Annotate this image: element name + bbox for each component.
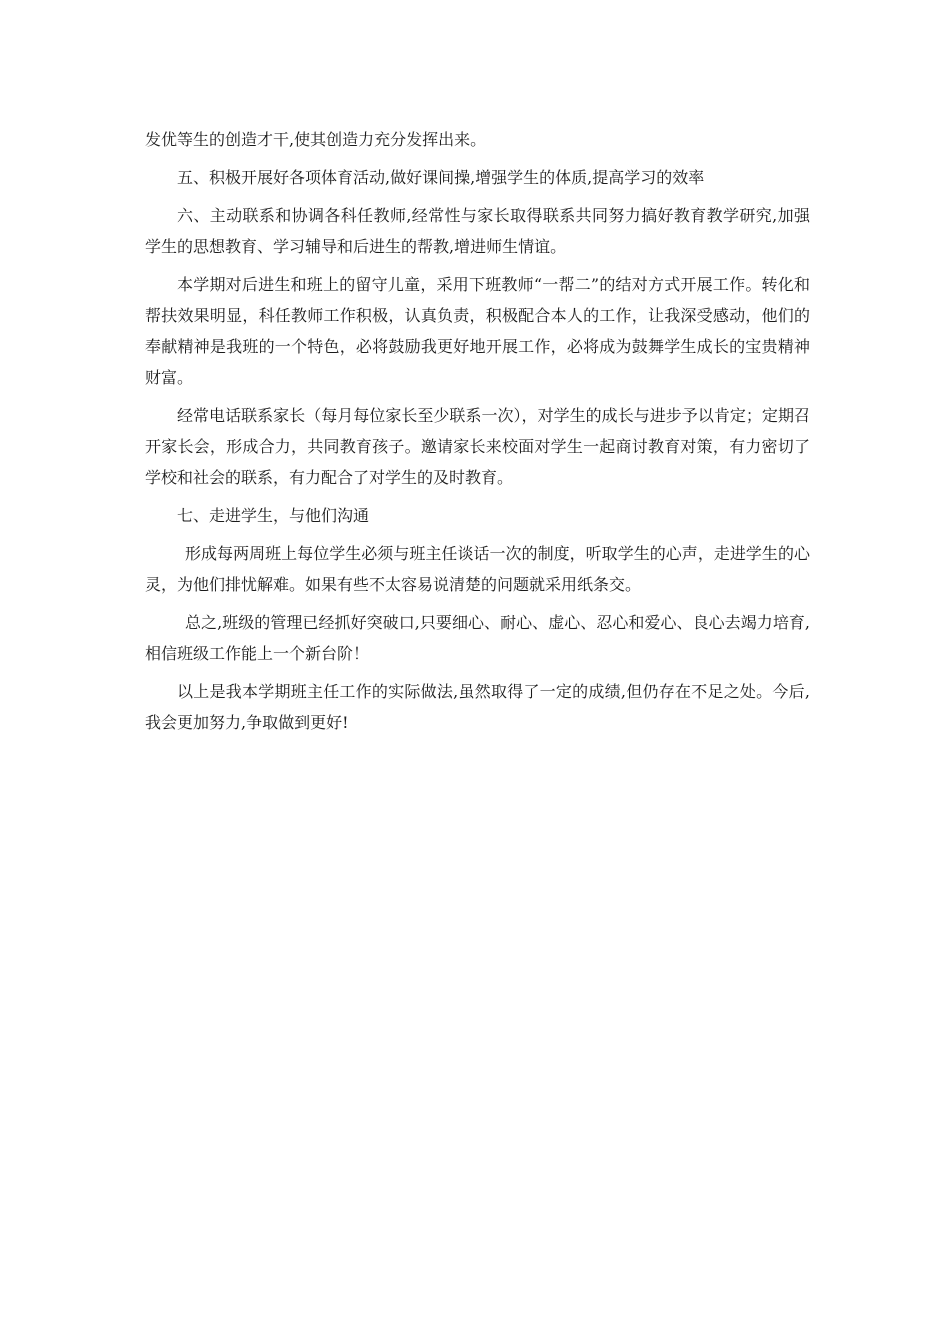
document-body [145, 124, 810, 745]
paragraph-summary: 总之,班级的管理已经抓好突破口,只要细心、耐心、虚心、忍心和爱心、良心去竭力培育,相信班级工作能上一个新台阶！ [145, 613, 810, 663]
paragraph-talk-system: 形成每两周班上每位学生必须与班主任谈话一次的制度，听取学生的心声，走进学生的心灵，为他们排忧解难。如果有些不太容易说清楚的问题就采用纸条交。 [145, 544, 810, 594]
paragraph-left-behind-children: 本学期对后进生和班上的留守儿童，采用下班教师“一帮二”的结对方式开展工作。转化和帮扶效果明显，科任教师工作积极，认真负责，积极配合本人的工作，让我深受感动，他们的奉献精神是我班的一个特色，必将鼓励我更好地开展工作，必将成为鼓舞学生成长的宝贵精神财富。 [145, 275, 810, 387]
paragraph-item-six: 六、主动联系和协调各科任教师,经常性与家长取得联系共同努力搞好教育教学研究,加强学生的思想教育、学习辅导和后进生的帮教,增进师生情谊。 [145, 206, 810, 256]
paragraph-item-seven: 七、走进学生，与他们沟通 [177, 506, 370, 525]
paragraph-item-five: 五、积极开展好各项体育活动,做好课间操,增强学生的体质,提高学习的效率 [177, 168, 705, 187]
paragraph-parent-contact: 经常电话联系家长（每月每位家长至少联系一次），对学生的成长与进步予以肯定；定期召开家长会，形成合力，共同教育孩子。邀请家长来校面对学生一起商讨教育对策，有力密切了学校和社会的联系，有力配合了对学生的及时教育。 [145, 406, 810, 487]
paragraph-continuation: 发优等生的创造才干,使其创造力充分发挥出来。 [145, 130, 487, 149]
paragraph-conclusion: 以上是我本学期班主任工作的实际做法,虽然取得了一定的成绩,但仍存在不足之处。今后,我会更加努力,争取做到更好! [145, 682, 810, 732]
